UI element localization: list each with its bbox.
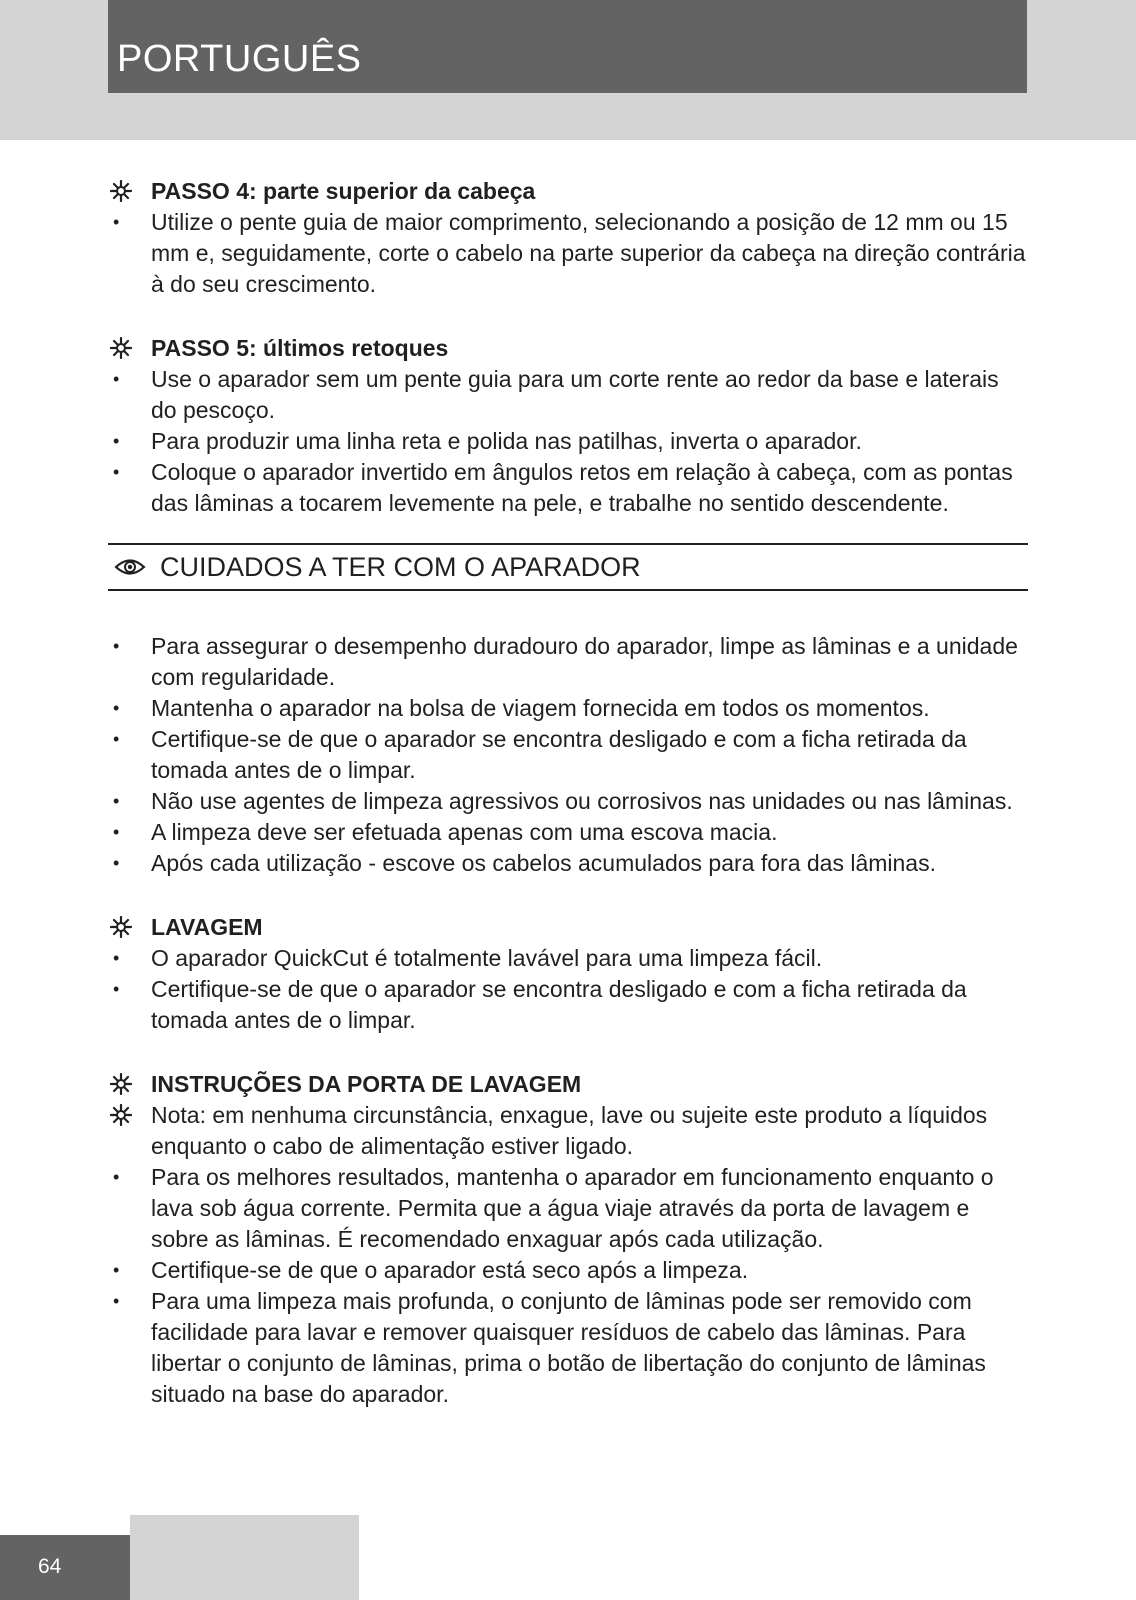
list-item: • Não use agentes de limpeza agressivos ou corrosivos nas unidades ou nas lâminas. <box>108 786 1028 817</box>
step5-heading <box>108 333 1028 364</box>
washing-list <box>108 943 1028 1036</box>
step4-heading <box>108 176 1028 207</box>
care-list <box>108 631 1028 879</box>
page-number: 64 <box>0 1535 130 1600</box>
page-content <box>108 176 1028 1410</box>
eye-icon <box>114 557 146 577</box>
wash-port-title: INSTRUÇÕES DA PORTA DE LAVAGEM <box>151 1071 582 1097</box>
wash-port-list <box>108 1162 1028 1410</box>
list-item: • A limpeza deve ser efetuada apenas com uma escova macia. <box>108 817 1028 848</box>
language-header: PORTUGUÊS <box>108 0 1027 93</box>
list-item: • Para produzir uma linha reta e polida nas patilhas, inverta o aparador. <box>108 426 1028 457</box>
list-item: • Certifique-se de que o aparador se encontra desligado e com a ficha retirada da tomada antes de o limpar. <box>108 974 1028 1036</box>
list-item: • Certifique-se de que o aparador está seco após a limpeza. <box>108 1255 1028 1286</box>
list-item: • Coloque o aparador invertido em ângulos retos em relação à cabeça, com as pontas das lâminas a tocarem levemente na pele, e trabalhe no sentido descendente. <box>108 457 1028 519</box>
care-title: CUIDADOS A TER COM O APARADOR <box>160 552 641 582</box>
list-item: • Para os melhores resultados, mantenha o aparador em funcionamento enquanto o lava sob água corrente. Permita que a água viaje através da porta de lavagem e sobre as lâminas. É recomendado enxaguar após cada utilização. <box>108 1162 1028 1255</box>
list-item: • Após cada utilização - escove os cabelos acumulados para fora das lâminas. <box>108 848 1028 879</box>
sparkle-icon <box>110 337 132 359</box>
washing-heading <box>108 912 1028 943</box>
step4-title: PASSO 4: parte superior da cabeça <box>151 178 536 204</box>
list-item: • Para assegurar o desempenho duradouro do aparador, limpe as lâminas e a unidade com regularidade. <box>108 631 1028 693</box>
step4-list <box>108 207 1028 300</box>
footer-band <box>130 1515 359 1600</box>
step5-list <box>108 364 1028 519</box>
list-item: • Certifique-se de que o aparador se encontra desligado e com a ficha retirada da tomada antes de o limpar. <box>108 724 1028 786</box>
sparkle-icon <box>110 1073 132 1095</box>
washing-title: LAVAGEM <box>151 914 263 940</box>
list-item: • Utilize o pente guia de maior comprimento, selecionando a posição de 12 mm ou 15 mm e, seguidamente, corte o cabelo na parte superior da cabeça na direção contrária à do seu crescimento. <box>108 207 1028 300</box>
list-item: • Use o aparador sem um pente guia para um corte rente ao redor da base e laterais do pescoço. <box>108 364 1028 426</box>
list-item: • Mantenha o aparador na bolsa de viagem fornecida em todos os momentos. <box>108 693 1028 724</box>
list-item: • O aparador QuickCut é totalmente lavável para uma limpeza fácil. <box>108 943 1028 974</box>
sparkle-icon <box>110 1104 132 1126</box>
wash-port-note <box>108 1100 1028 1162</box>
list-item: • Para uma limpeza mais profunda, o conjunto de lâminas pode ser removido com facilidade para lavar e remover quaisquer resíduos de cabelo das lâminas. Para libertar o conjunto de lâminas, prima o botão de libertação do conjunto de lâminas situado na base do aparador. <box>108 1286 1028 1410</box>
care-section-title <box>108 543 1028 591</box>
sparkle-icon <box>110 180 132 202</box>
sparkle-icon <box>110 916 132 938</box>
step5-title: PASSO 5: últimos retoques <box>151 335 449 361</box>
wash-port-heading <box>108 1069 1028 1100</box>
wash-port-note-text: Nota: em nenhuma circunstância, enxague, lave ou sujeite este produto a líquidos enquanto o cabo de alimentação estiver ligado. <box>151 1102 988 1159</box>
